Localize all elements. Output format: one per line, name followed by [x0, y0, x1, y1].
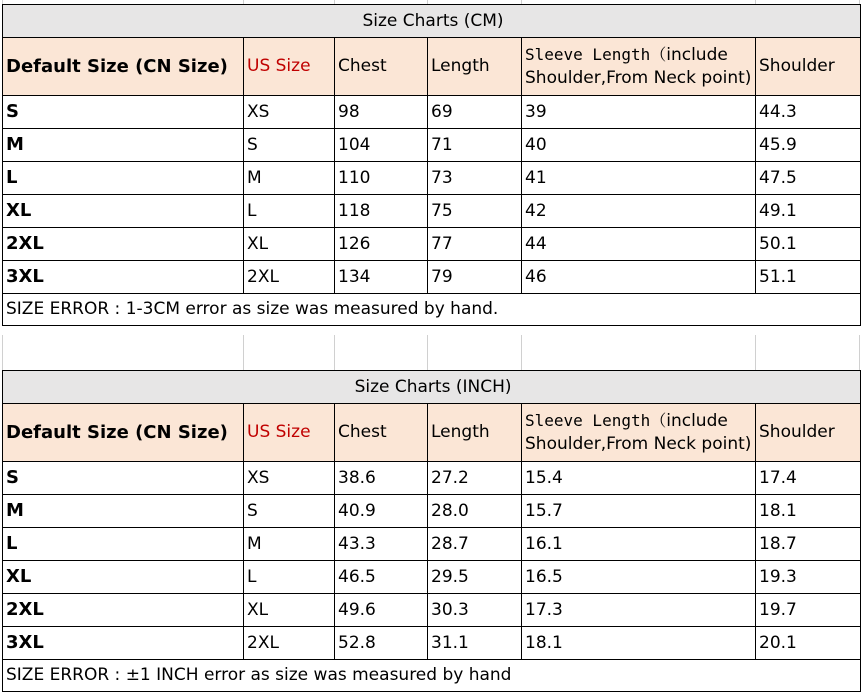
us-size-cell: L	[244, 195, 335, 228]
header-sleeve-length	[522, 404, 756, 462]
header-length: Length	[428, 404, 522, 462]
header-chest: Chest	[335, 38, 428, 96]
cn-size-cell: M	[3, 129, 244, 162]
cn-size-cell: L	[3, 528, 244, 561]
chest-cell: 134	[335, 261, 428, 294]
shoulder-cell: 17.4	[756, 462, 861, 495]
sleeve-cell: 16.5	[522, 561, 756, 594]
table-row	[3, 195, 861, 228]
header-row	[3, 404, 861, 462]
chest-cell: 46.5	[335, 561, 428, 594]
sheet-gridlines-middle	[0, 335, 862, 370]
sleeve-cell: 16.1	[522, 528, 756, 561]
sleeve-cell: 39	[522, 96, 756, 129]
sleeve-cell: 15.7	[522, 495, 756, 528]
table-row	[3, 627, 861, 660]
sleeve-length-detail: include Shoulder,From Neck point)	[525, 411, 752, 454]
us-size-cell: XL	[244, 228, 335, 261]
length-cell: 28.0	[428, 495, 522, 528]
table-row	[3, 528, 861, 561]
us-size-cell: M	[244, 162, 335, 195]
cn-size-cell: M	[3, 495, 244, 528]
length-cell: 71	[428, 129, 522, 162]
size-error-note-row	[3, 660, 861, 692]
length-cell: 73	[428, 162, 522, 195]
header-row	[3, 38, 861, 96]
sleeve-cell: 17.3	[522, 594, 756, 627]
table-title-row	[3, 371, 861, 404]
header-length: Length	[428, 38, 522, 96]
size-chart-cm-table	[2, 4, 861, 326]
cn-size-cell: S	[3, 462, 244, 495]
table-row	[3, 561, 861, 594]
shoulder-cell: 19.3	[756, 561, 861, 594]
chest-cell: 110	[335, 162, 428, 195]
sleeve-cell: 41	[522, 162, 756, 195]
shoulder-cell: 50.1	[756, 228, 861, 261]
header-shoulder: Shoulder	[756, 404, 861, 462]
sleeve-length-label: Sleeve Length（	[525, 45, 667, 65]
table-row	[3, 261, 861, 294]
sleeve-cell: 42	[522, 195, 756, 228]
header-default-size: Default Size (CN Size)	[3, 404, 244, 462]
table-title: Size Charts (CM)	[3, 5, 861, 38]
sleeve-cell: 46	[522, 261, 756, 294]
length-cell: 79	[428, 261, 522, 294]
chest-cell: 43.3	[335, 528, 428, 561]
cn-size-cell: L	[3, 162, 244, 195]
header-chest: Chest	[335, 404, 428, 462]
length-cell: 31.1	[428, 627, 522, 660]
us-size-cell: XS	[244, 96, 335, 129]
shoulder-cell: 49.1	[756, 195, 861, 228]
table-title: Size Charts (INCH)	[3, 371, 861, 404]
table-row	[3, 495, 861, 528]
table-row	[3, 96, 861, 129]
length-cell: 30.3	[428, 594, 522, 627]
chest-cell: 38.6	[335, 462, 428, 495]
table-row	[3, 594, 861, 627]
length-cell: 69	[428, 96, 522, 129]
sleeve-length-label: Sleeve Length（	[525, 411, 667, 431]
cn-size-cell: S	[3, 96, 244, 129]
chest-cell: 118	[335, 195, 428, 228]
us-size-cell: XL	[244, 594, 335, 627]
sleeve-cell: 18.1	[522, 627, 756, 660]
us-size-cell: S	[244, 129, 335, 162]
sleeve-cell: 44	[522, 228, 756, 261]
us-size-cell: S	[244, 495, 335, 528]
chest-cell: 52.8	[335, 627, 428, 660]
header-sleeve-length	[522, 38, 756, 96]
us-size-cell: 2XL	[244, 261, 335, 294]
length-cell: 27.2	[428, 462, 522, 495]
cn-size-cell: XL	[3, 561, 244, 594]
table-row	[3, 162, 861, 195]
table-row	[3, 228, 861, 261]
shoulder-cell: 19.7	[756, 594, 861, 627]
header-us-size: US Size	[244, 38, 335, 96]
chest-cell: 104	[335, 129, 428, 162]
sleeve-length-detail: include Shoulder,From Neck point)	[525, 45, 752, 88]
shoulder-cell: 45.9	[756, 129, 861, 162]
size-error-note: SIZE ERROR : ±1 INCH error as size was measured by hand	[3, 660, 861, 692]
length-cell: 75	[428, 195, 522, 228]
header-us-size: US Size	[244, 404, 335, 462]
cn-size-cell: 3XL	[3, 261, 244, 294]
shoulder-cell: 44.3	[756, 96, 861, 129]
shoulder-cell: 18.1	[756, 495, 861, 528]
us-size-cell: 2XL	[244, 627, 335, 660]
cn-size-cell: XL	[3, 195, 244, 228]
header-default-size: Default Size (CN Size)	[3, 38, 244, 96]
us-size-cell: XS	[244, 462, 335, 495]
cn-size-cell: 2XL	[3, 594, 244, 627]
chest-cell: 98	[335, 96, 428, 129]
chest-cell: 49.6	[335, 594, 428, 627]
size-chart-inch-table	[2, 370, 861, 692]
table-row	[3, 129, 861, 162]
shoulder-cell: 20.1	[756, 627, 861, 660]
shoulder-cell: 18.7	[756, 528, 861, 561]
chest-cell: 40.9	[335, 495, 428, 528]
sleeve-cell: 40	[522, 129, 756, 162]
cn-size-cell: 3XL	[3, 627, 244, 660]
cn-size-cell: 2XL	[3, 228, 244, 261]
length-cell: 77	[428, 228, 522, 261]
us-size-cell: M	[244, 528, 335, 561]
size-error-note: SIZE ERROR : 1-3CM error as size was measured by hand.	[3, 294, 861, 326]
table-row	[3, 462, 861, 495]
us-size-cell: L	[244, 561, 335, 594]
sleeve-cell: 15.4	[522, 462, 756, 495]
chest-cell: 126	[335, 228, 428, 261]
table-title-row	[3, 5, 861, 38]
size-error-note-row	[3, 294, 861, 326]
shoulder-cell: 47.5	[756, 162, 861, 195]
header-shoulder: Shoulder	[756, 38, 861, 96]
shoulder-cell: 51.1	[756, 261, 861, 294]
length-cell: 29.5	[428, 561, 522, 594]
length-cell: 28.7	[428, 528, 522, 561]
